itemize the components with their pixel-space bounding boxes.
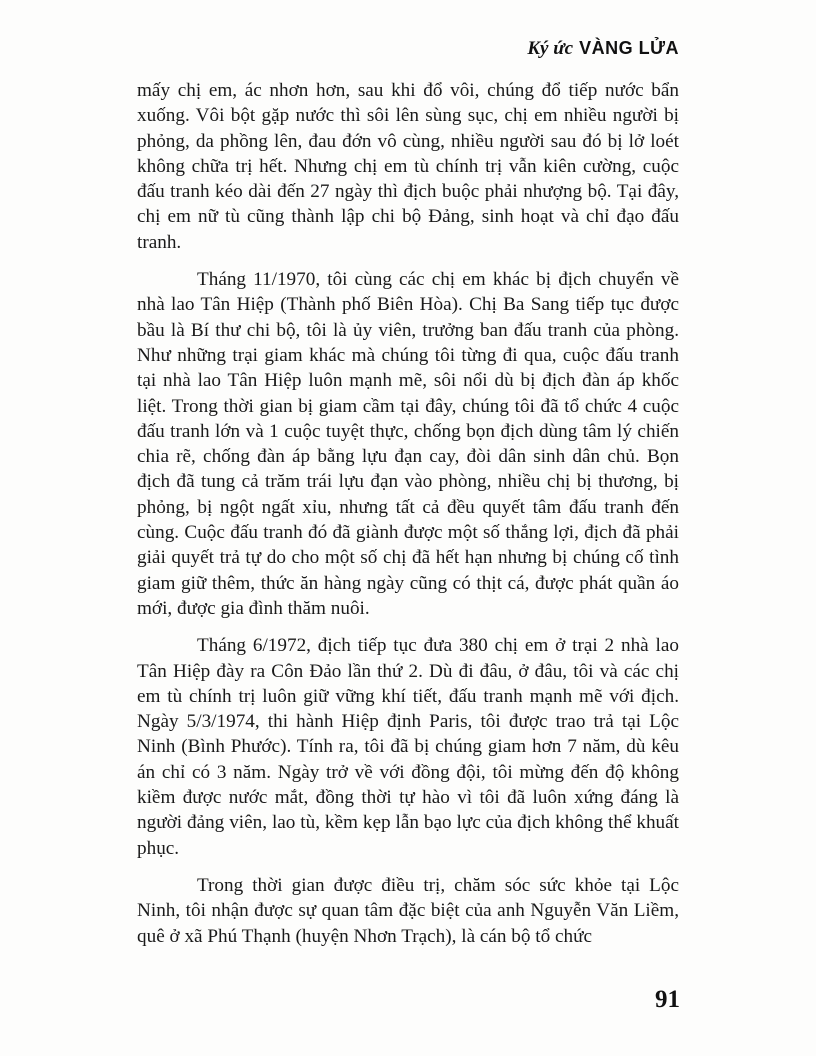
header-script-title: Ký ức (527, 38, 574, 59)
paragraph: Trong thời gian được điều trị, chăm sóc sức khỏe tại Lộc Ninh, tôi nhận được sự quan tâm đặc biệt của anh Nguyễn Văn Liềm, quê ở xã Phú Thạnh (huyện Nhơn Trạch), là cán bộ tổ chức (137, 874, 679, 947)
body-text (137, 78, 679, 961)
header-caps-title: VÀNG LỬA (579, 38, 679, 58)
page-number: 91 (655, 986, 680, 1013)
paragraph-continued: mấy chị em, ác nhơn hơn, sau khi đổ vôi, chúng đổ tiếp nước bẩn xuống. Vôi bột gặp nước thì sôi lên sùng sục, chị em nhiều người bị phỏng, da phồng lên, đau đớn vô cùng, nhiều người sau đó bị lở loét không chữa trị hết. Nhưng chị em tù chính trị vẫn kiên cường, cuộc đấu tranh kéo dài đến 27 ngày thì địch buộc phải nhượng bộ. Tại đây, chị em nữ tù cũng thành lập chi bộ Đảng, sinh hoạt và chỉ đạo đấu tranh. (137, 80, 679, 253)
running-header (527, 38, 679, 60)
paragraph: Tháng 11/1970, tôi cùng các chị em khác bị địch chuyển về nhà lao Tân Hiệp (Thành phố Biên Hòa). Chị Ba Sang tiếp tục được bầu là Bí thư chi bộ, tôi là ủy viên, trưởng ban đấu tranh của phòng. Như những trại giam khác mà chúng tôi từng đi qua, cuộc đấu tranh tại nhà lao Tân Hiệp luôn mạnh mẽ, sôi nổi dù bị địch đàn áp khốc liệt. Trong thời gian bị giam cầm tại đây, chúng tôi đã tổ chức 4 cuộc đấu tranh lớn và 1 cuộc tuyệt thực, chống bọn địch dùng tâm lý chiến chia rẽ, chống đàn áp bằng lựu đạn cay, đòi dân sinh dân chủ. Bọn địch đã tung cả trăm trái lựu đạn vào phòng, nhiều chị bị thương, bị phỏng, bị ngột ngất xỉu, nhưng tất cả đều quyết tâm đấu tranh đến cùng. Cuộc đấu tranh đó đã giành được một số thắng lợi, địch đã phải giải quyết trả tự do cho một số chị đã hết hạn nhưng bị chúng cố tình giam giữ thêm, thức ăn hàng ngày cũng có thịt cá, được phát quần áo mới, được gia đình thăm nuôi. (137, 269, 679, 619)
paragraph: Tháng 6/1972, địch tiếp tục đưa 380 chị em ở trại 2 nhà lao Tân Hiệp đày ra Côn Đảo lần thứ 2. Dù đi đâu, ở đâu, tôi và các chị em tù chính trị luôn giữ vững khí tiết, đấu tranh mạnh mẽ với địch. Ngày 5/3/1974, thi hành Hiệp định Paris, tôi được trao trả tại Lộc Ninh (Bình Phước). Tính ra, tôi đã bị chúng giam hơn 7 năm, dù kêu án chỉ có 3 năm. Ngày trở về với đồng đội, tôi mừng đến độ không kiềm được nước mắt, đồng thời tự hào vì tôi đã luôn xứng đáng là người đảng viên, lao tù, kềm kẹp lẫn bạo lực của địch không thể khuất phục. (137, 635, 679, 859)
